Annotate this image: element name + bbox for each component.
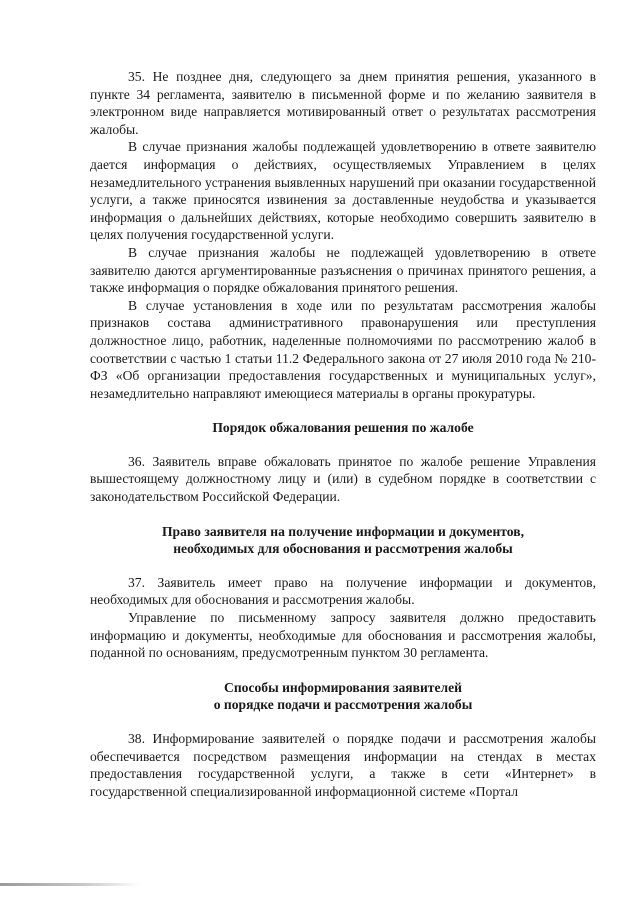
paragraph-35: 35. Не позднее дня, следующего за днем принятия решения, указанного в пункте 34 регламента, заявителю в письменной форме и по желанию заявителя в электронном виде направляется мотивированный ответ о результатах рассмотрения жалобы. [90,69,596,137]
scan-edge-artifact [0,883,140,886]
spacer [90,558,596,574]
section-heading-appeal: Порядок обжалования решения по жалобе [212,420,474,436]
spacer [90,662,596,679]
section-heading-informing-line-1: Способы информирования заявителей [224,679,462,695]
section-heading-rights-line-2: необходимых для обоснования и рассмотрения жалобы [173,541,513,557]
paragraph-38: 38. Информирование заявителей о порядке подачи и рассмотрения жалобы обеспечивается посредством размещения информации на стендах в местах предоставления государственной услуги, а также в сети «Интернет» в государственной специализированной информационной системе «Портал [90,731,596,799]
section-heading-rights-line-1: Право заявителя на получение информации и документов, [161,523,524,539]
document-page [90,68,596,800]
paragraph-35-prosecutor-referral: В случае установления в ходе или по результатам рассмотрения жалобы признаков состава административного правонарушения или преступления должностное лицо, работник, наделенные полномочиями по рассмотрению жалоб в соответствии с частью 1 статьи 11.2 Федерального закона от 27 июля 2010 года № 210-ФЗ «Об организации предоставления государственных и муниципальных услуг», незамедлительно направляют имеющиеся материалы в органы прокуратуры. [90,297,596,401]
spacer [90,506,596,523]
spacer [90,402,596,419]
spacer [90,714,596,730]
paragraph-35-complaint-upheld: В случае признания жалобы подлежащей удовлетворению в ответе заявителю дается информация о действиях, осуществляемых Управлением в целях незамедлительного устранения выявленных нарушений при оказании государственной услуги, а также приносятся извинения за доставленные неудобства и указывается информация о дальнейших действиях, которые необходимо совершить заявителю в целях получения государственной услуги. [90,139,596,243]
paragraph-36: 36. Заявитель вправе обжаловать принятое по жалобе решение Управления вышестоящему должностному лицу и (или) в судебном порядке в соответствии с законодательством Российской Федерации. [90,453,596,505]
section-heading-informing-line-2: о порядке подачи и рассмотрения жалобы [213,697,473,713]
paragraph-37-written-request: Управление по письменному запросу заявителя должно предоставить информацию и документы, необходимые для обоснования и рассмотрения жалобы, поданной по основаниям, предусмотренным пунктом 30 регламента. [90,610,596,661]
paragraph-35-complaint-rejected: В случае признания жалобы не подлежащей удовлетворению в ответе заявителю даются аргументированные разъяснения о причинах принятого решения, а также информация о порядке обжалования принятого решения. [90,244,596,296]
paragraph-37: 37. Заявитель имеет право на получение информации и документов, необходимых для обоснования и рассмотрения жалобы. [90,574,596,608]
spacer [90,437,596,453]
